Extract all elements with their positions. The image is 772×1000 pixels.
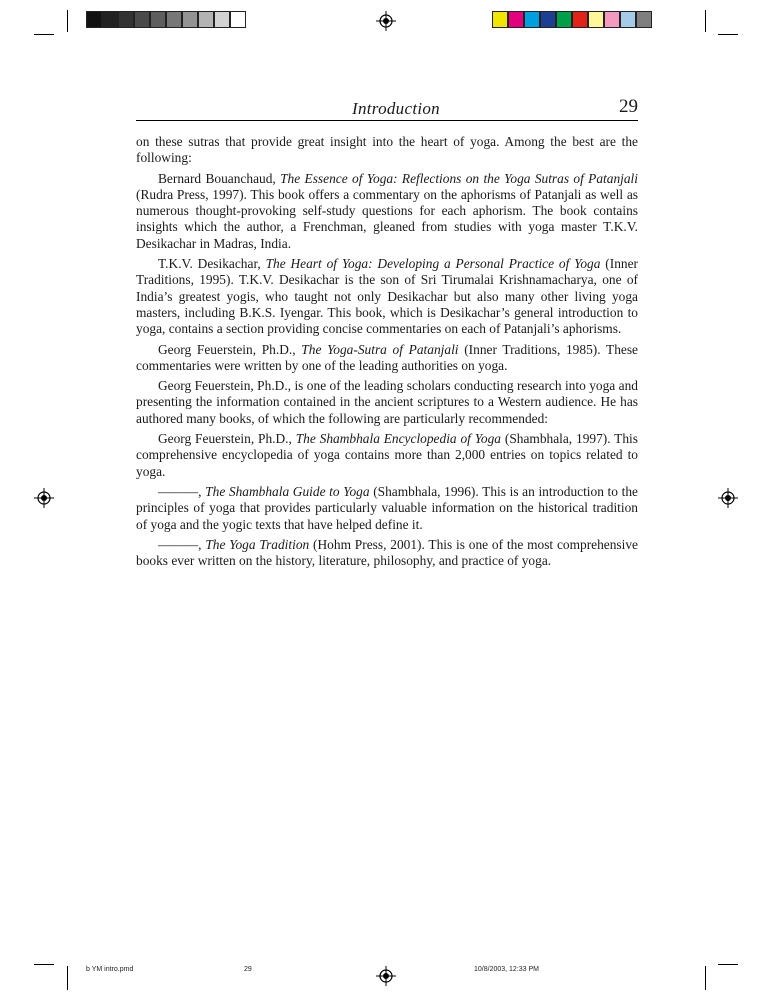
- color-swatch: [620, 11, 636, 28]
- paragraph: [136, 134, 638, 167]
- color-calibration-bar: [492, 11, 652, 28]
- color-swatch: [134, 11, 150, 28]
- color-swatch: [492, 11, 508, 28]
- citation-author: T.K.V. Desikachar,: [158, 256, 266, 272]
- color-swatch: [508, 11, 524, 28]
- slug-page: 29: [244, 966, 252, 973]
- book-title: The Yoga Tradition: [205, 536, 310, 552]
- citation-author: ———,: [158, 483, 206, 499]
- registration-mark-icon: [376, 966, 396, 986]
- citation-author: Georg Feuerstein, Ph.D.,: [158, 431, 296, 447]
- color-swatch: [524, 11, 540, 28]
- paragraph-text: (Inner Traditions, 1995). T.K.V. Desikachar is the son of Sri Tirumalai Krishnamacharya, one of India’s greatest yogis, who taught not only Desikachar but also many other living yoga masters, including B.K.S. Iyengar. This book, which is Desikachar’s general introduction to yoga, contains a section providing concise commentaries on each of Patanjali’s aphorisms.: [136, 256, 639, 337]
- color-swatch: [102, 11, 118, 28]
- crop-mark: [718, 964, 738, 965]
- paragraph: [136, 171, 638, 252]
- book-title: The Essence of Yoga: Reflections on the Yoga Sutras of Patanjali: [280, 170, 638, 186]
- color-swatch: [86, 11, 102, 28]
- page-number: 29: [619, 96, 638, 117]
- paragraph: [136, 342, 638, 375]
- color-swatch: [604, 11, 620, 28]
- registration-mark-icon: [718, 488, 738, 508]
- paragraph: [136, 431, 638, 480]
- citation-author: ———,: [158, 536, 206, 552]
- crop-mark: [705, 966, 706, 990]
- paragraph: [136, 484, 638, 533]
- paragraph: [136, 537, 638, 570]
- body-text: [136, 134, 638, 573]
- color-swatch: [636, 11, 652, 28]
- crop-mark: [67, 966, 68, 990]
- registration-mark-icon: [376, 11, 396, 31]
- running-head-title: Introduction: [352, 99, 440, 118]
- crop-mark: [718, 34, 738, 35]
- paragraph-text: (Inner Traditions, 1985). These commentaries were written by one of the leading authorities on yoga.: [136, 341, 638, 373]
- color-swatch: [166, 11, 182, 28]
- paragraph-text: (Shambhala, 1996). This is an introduction to the principles of yoga that provides particularly valuable information on the historical tradition of yoga and the yogic texts that have helped define it.: [136, 483, 638, 532]
- paragraph-text: (Hohm Press, 2001). This is one of the most comprehensive books ever written on the history, literature, philosophy, and practice of yoga.: [136, 536, 638, 569]
- book-title: The Shambhala Guide to Yoga: [205, 483, 370, 499]
- crop-mark: [67, 10, 68, 32]
- color-swatch: [230, 11, 246, 28]
- paragraph-text: Georg Feuerstein, Ph.D., is one of the leading scholars conducting research into yoga and presenting the information contained in the ancient scriptures to a Western audience. He has authored many books, of which the following are particularly recommended:: [136, 378, 638, 426]
- slug-datetime: 10/8/2003, 12:33 PM: [474, 966, 539, 973]
- color-swatch: [182, 11, 198, 28]
- paragraph-text: (Rudra Press, 1997). This book offers a commentary on the aphorisms of Patanjali as well as numerous thought-provoking self-study questions for each aphorism. The book contains insights which the author, a Frenchman, gleaned from studies with yoga master T.K.V. Desikachar in Madras, India.: [136, 186, 638, 251]
- citation-author: Bernard Bouanchaud,: [158, 170, 281, 186]
- registration-mark-icon: [34, 488, 54, 508]
- color-swatch: [588, 11, 604, 28]
- paragraph-text: on these sutras that provide great insight into the heart of yoga. Among the best are the following:: [136, 134, 638, 166]
- crop-mark: [34, 34, 54, 35]
- color-swatch: [556, 11, 572, 28]
- book-title: The Shambhala Encyclopedia of Yoga: [295, 431, 502, 447]
- color-swatch: [198, 11, 214, 28]
- color-swatch: [540, 11, 556, 28]
- crop-mark: [34, 964, 54, 965]
- grayscale-calibration-bar: [86, 11, 246, 28]
- slug-filename: b YM intro.pmd: [86, 966, 134, 973]
- running-head: [136, 98, 638, 121]
- crop-mark: [705, 10, 706, 32]
- color-swatch: [214, 11, 230, 28]
- color-swatch: [118, 11, 134, 28]
- book-title: The Yoga-Sutra of Patanjali: [301, 341, 459, 357]
- book-title: The Heart of Yoga: Developing a Personal Practice of Yoga: [265, 256, 601, 272]
- paragraph: [136, 256, 638, 337]
- paragraph: [136, 378, 638, 427]
- paragraph-text: (Shambhala, 1997). This comprehensive encyclopedia of yoga contains more than 2,000 entries on topics related to yoga.: [136, 431, 638, 479]
- citation-author: Georg Feuerstein, Ph.D.,: [158, 341, 302, 357]
- color-swatch: [572, 11, 588, 28]
- color-swatch: [150, 11, 166, 28]
